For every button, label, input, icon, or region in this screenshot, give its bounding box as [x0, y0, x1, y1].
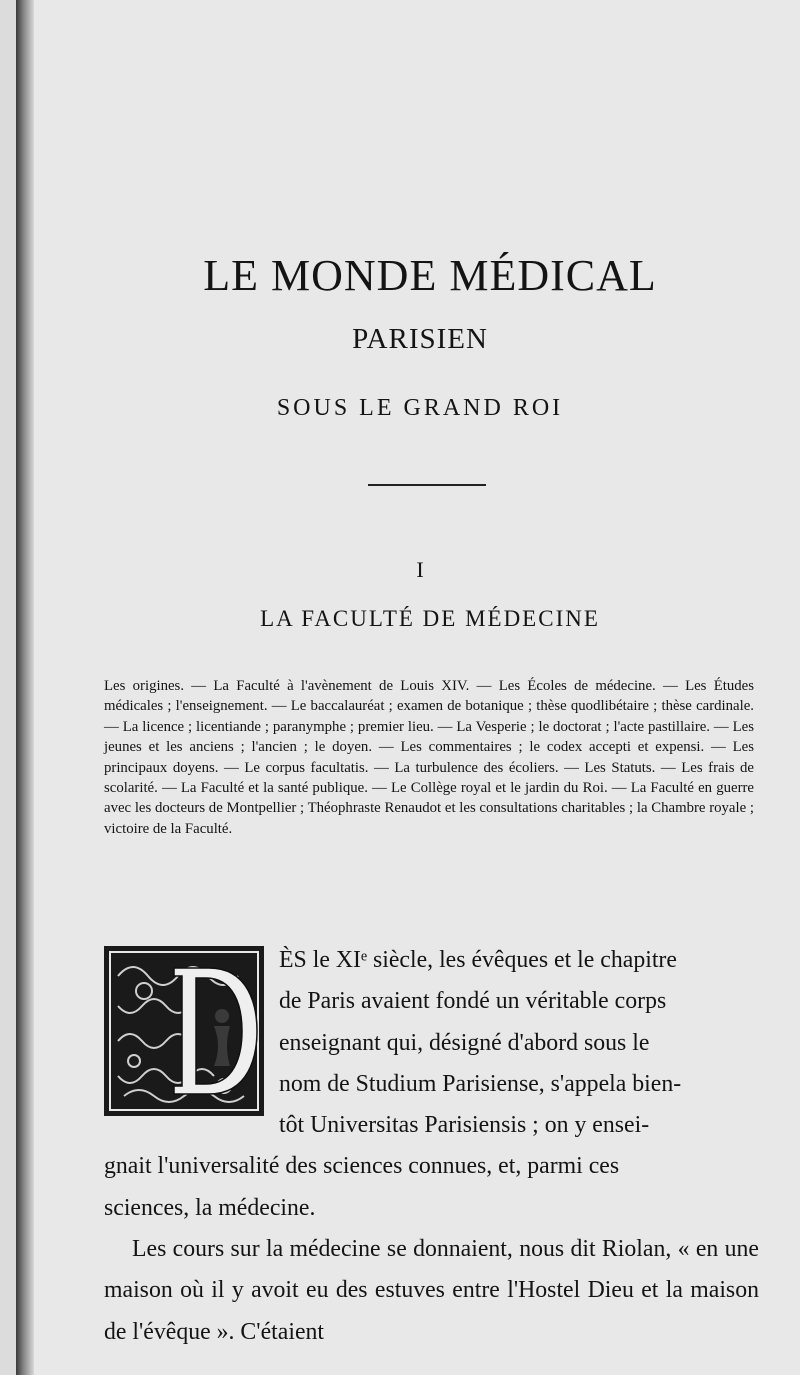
paragraph-2: Les cours sur la médecine se donnaient, nous dit Riolan, « en une maison où il y avoit eu des estuves entre l'Hostel Dieu et la maison de l'évêque ». C'étaient: [104, 1236, 759, 1345]
title-rule: [368, 484, 486, 486]
chapter-summary: Les origines. — La Faculté à l'avènement de Louis XIV. — Les Écoles de médecine. — Les Études médicales ; l'enseignement. — Le baccalauréat ; examen de botanique ; thèse quodlibétaire ; thèse cardinale. — La licence ; licentiande ; paranymphe ; premier lieu. — La Vesperie ; le doctorat ; l'acte pastillaire. — Les jeunes et les anciens ; l'ancien ; le doyen. — Les commentaires ; le codex accepti et expensi. — Les principaux doyens. — Le corpus facultatis. — La turbulence des écoliers. — Les Statuts. — Les frais de scolarité. — La Faculté et la santé publique. — Le Collège royal et le jardin du Roi. — La Faculté en guerre avec les docteurs de Montpellier ; Théophraste Renaudot et les consultations charitables ; la Chambre royale ; victoire de la Faculté.: [104, 678, 754, 837]
text-line: nom de Studium Parisiense, s'appela bien-: [279, 1070, 682, 1097]
chapter-number: I: [416, 557, 424, 582]
text-line: de Paris avaient fondé un véritable corps: [279, 988, 667, 1015]
text-line: enseignant qui, désigné d'abord sous le: [279, 1029, 650, 1056]
body-text: [104, 940, 759, 1353]
book-subtitle-secondary: SOUS LE GRAND ROI: [276, 395, 564, 421]
text-line: tôt Universitas Parisiensis ; on y ensei-: [279, 1112, 650, 1139]
chapter-title: LA FACULTÉ DE MÉDECINE: [260, 606, 600, 631]
text-line: ÈS le XIᵉ siècle, les évêques et le chapitre: [279, 947, 677, 973]
book-title: LE MONDE MÉDICAL: [203, 251, 657, 300]
paragraph-1: [104, 940, 759, 1229]
text-line: gnait l'universalité des sciences connues, et, parmi ces: [104, 1153, 620, 1180]
book-subtitle: PARISIEN: [352, 323, 488, 355]
page-gutter: [16, 0, 34, 1375]
text-line: sciences, la médecine.: [104, 1194, 316, 1221]
